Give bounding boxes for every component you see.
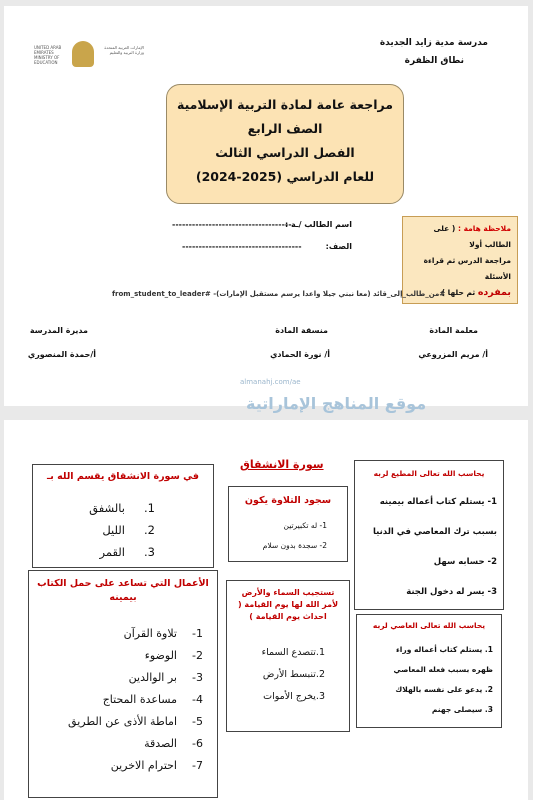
principal-role: مديرة المدرسة: [29, 326, 88, 335]
logo-english-text: UNITED ARAB EMIRATES MINISTRY OF EDUCATION: [34, 45, 62, 65]
prostration-item-1: 1- له تكبيرتين: [283, 521, 327, 530]
event-item-2: 2.تنبسط الأرض: [262, 669, 325, 680]
title-line-3: الفصل الدراسي الثالث: [215, 145, 355, 160]
oaths-header: في سورة الانشقاق يقسم الله بـ: [46, 471, 199, 482]
deed-6-num: 6-: [192, 737, 203, 750]
disobedient-item-2: 2. يدعو على نفسه بالهلاك: [395, 685, 493, 694]
prostration-header: سجود التلاوة يكون: [244, 495, 332, 506]
deed-1-num: 1-: [192, 627, 203, 640]
deed-2-text: الوضوء: [144, 649, 177, 662]
disobedient-box-header: يحاسب الله تعالى العاصي لربه: [372, 621, 486, 630]
oath-item-1-num: 1.: [144, 501, 155, 515]
emirates-falcon-crest-icon: [72, 41, 94, 67]
deed-2-num: 2-: [192, 649, 203, 662]
deed-3-text: بر الوالدين: [128, 671, 177, 684]
student-name-field[interactable]: ------------------------------------: [172, 220, 292, 229]
deed-7-text: احترام الاخرين: [110, 759, 177, 772]
surah-title: سورة الانشقاق: [240, 458, 324, 471]
coordinator-role: منسقة المادة: [275, 326, 328, 335]
obedient-box-header: يحاسب الله تعالى المطيع لربه: [373, 469, 485, 478]
principal-name: أ/حمدة المنصوري: [27, 350, 96, 359]
events-header-1: تستجيب السماء والأرض: [241, 588, 335, 597]
worksheet-cover-page: [4, 6, 528, 413]
deed-3-num: 3-: [192, 671, 203, 684]
deed-6-text: الصدقة: [144, 737, 177, 750]
note-text-2: مراجعة الدرس ثم قراءة الأسئلة: [423, 256, 511, 281]
region-name: نطاق الظفرة: [404, 56, 464, 66]
prostration-box: [228, 486, 348, 562]
good-deeds-box: [28, 570, 218, 798]
deed-5-num: 5-: [192, 715, 203, 728]
events-header-3: احداث يوم القيامة ): [249, 612, 327, 621]
teacher-role: معلمة المادة: [429, 326, 478, 335]
disobedient-item-1b: ظهره بسبب فعله المعاصي: [393, 665, 493, 674]
slogan: #من_طالب_إلى_قائد (معا نبني جيلا واعدا يرسم مستقبل الإمارات)- #from_student_to_leader: [112, 290, 446, 298]
obedient-item-1b: بسبب ترك المعاصي في الدنيا: [372, 527, 497, 537]
note-emphasis: بمفرده: [477, 287, 511, 298]
coordinator-name: أ/ نورة الحمادي: [270, 350, 330, 359]
title-line-2: الصف الرابع: [247, 121, 323, 136]
ministry-logo: [34, 39, 144, 73]
deeds-header-2: بيمينه: [109, 592, 137, 603]
teacher-name: أ/ مريم المزروعي: [418, 350, 488, 359]
logo-arabic-text: الإمارات العربية المتحدة وزارة التربية والتعليم: [104, 45, 144, 55]
obedient-item-3: 3- يسر له دخول الجنة: [406, 587, 497, 597]
school-name: مدرسة مدية زايد الجديدة: [379, 38, 488, 48]
obedient-reckoning-box: [354, 460, 504, 610]
student-name-label: اسم الطالب /ـة :: [285, 220, 352, 229]
obedient-item-1: 1- يستلم كتاب أعماله بيمينه: [379, 497, 497, 507]
class-field[interactable]: ------------------------------------: [182, 242, 302, 251]
deed-1-text: تلاوة القرآن: [123, 627, 177, 640]
title-line-4: للعام الدراسي (2025-2024): [195, 169, 375, 184]
deed-7-num: 7-: [192, 759, 203, 772]
note-label: ملاحظة هامة :: [457, 224, 511, 233]
deed-5-text: اماطة الأذى عن الطريق: [68, 715, 177, 728]
obedient-item-2: 2- حسابه سهل: [433, 557, 497, 567]
deed-4-num: 4-: [192, 693, 203, 706]
disobedient-reckoning-box: [356, 614, 502, 728]
oath-item-1-text: بالشفق: [89, 501, 125, 515]
prostration-item-2: 2- سجدة بدون سلام: [262, 541, 327, 550]
oaths-box: [32, 464, 214, 568]
oath-item-3-text: القمر: [99, 545, 125, 559]
event-item-1: 1.تتصدع السماء: [261, 647, 325, 658]
oath-item-3-num: 3.: [144, 545, 155, 559]
title-line-1: مراجعة عامة لمادة التربية الإسلامية: [177, 97, 393, 112]
watermark-logo-text: موقع المناهج الإماراتية: [246, 394, 427, 413]
title-box: [166, 84, 404, 204]
note-text-1: ( على الطالب أولا: [433, 224, 511, 249]
oath-item-2-text: الليل: [102, 523, 125, 537]
event-item-3: 3.يخرج الأموات: [263, 691, 325, 702]
class-label: الصف:: [325, 242, 352, 251]
disobedient-item-1: 1. يستلم كتاب أعماله وراء: [395, 645, 493, 654]
worksheet-summary-page: [4, 420, 528, 800]
oath-item-2-num: 2.: [144, 523, 155, 537]
disobedient-item-3: 3. سيصلى جهنم: [431, 705, 493, 714]
deeds-header-1: الأعمال التي تساعد على حمل الكتاب: [37, 578, 209, 589]
note-text-3: ثم حلها ): [441, 288, 476, 297]
deed-4-text: مساعدة المحتاج: [102, 693, 177, 706]
events-header-2: لأمر الله لها يوم القيامة (: [237, 600, 339, 609]
judgment-day-events-box: [226, 580, 350, 732]
watermark-url: almanahj.com/ae: [240, 378, 301, 386]
